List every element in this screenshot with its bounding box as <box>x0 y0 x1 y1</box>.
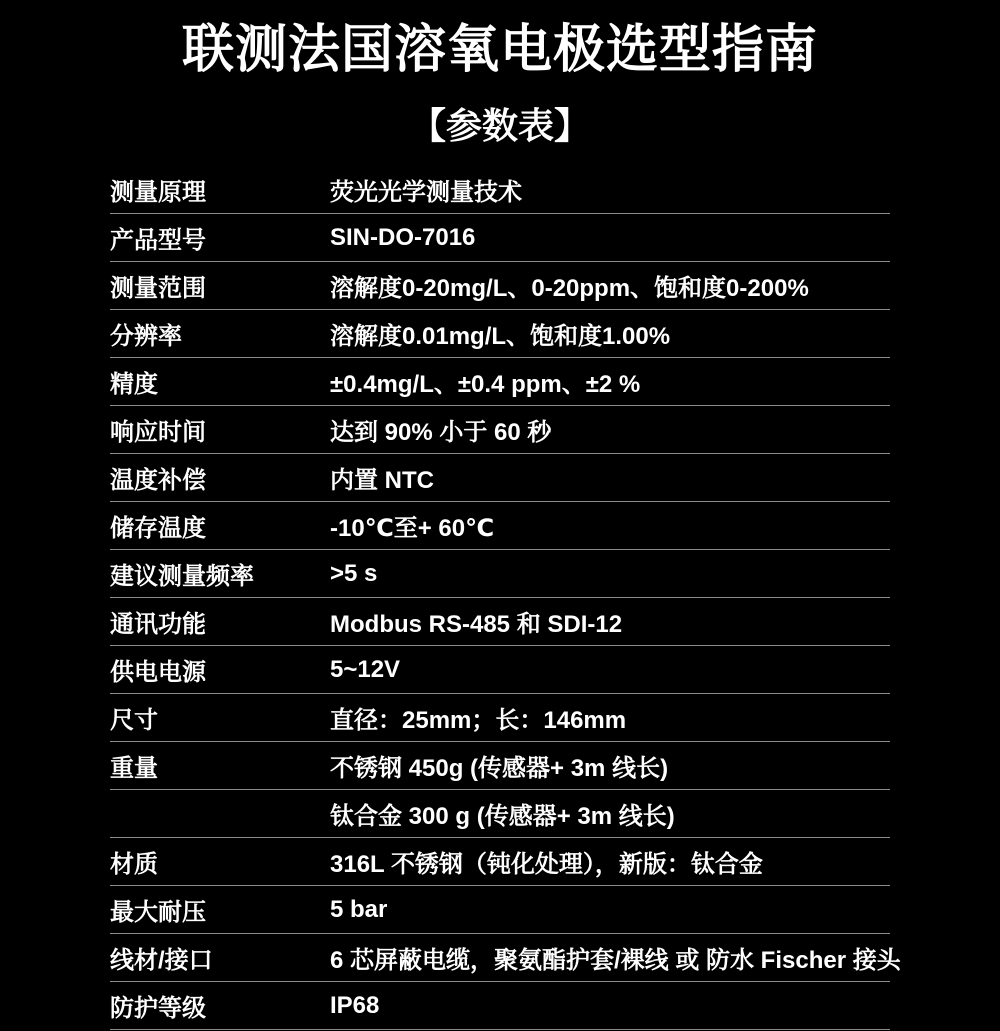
spec-value: 316L 不锈钢（钝化处理），新版：钛合金 <box>330 851 763 878</box>
table-row <box>110 358 890 406</box>
table-row <box>110 406 890 454</box>
spec-label: 防护等级 <box>110 995 206 1022</box>
spec-value: 溶解度0.01mg/L、饱和度1.00% <box>330 323 671 350</box>
spec-label: 材质 <box>110 851 158 878</box>
spec-value: -10℃至+ 60℃ <box>330 515 495 542</box>
spec-label: 线材/接口 <box>110 947 213 974</box>
spec-value: 钛合金 300 g (传感器+ 3m 线长) <box>330 803 675 830</box>
spec-value: 5 bar <box>330 895 388 923</box>
table-row <box>110 790 890 838</box>
spec-label: 产品型号 <box>110 227 206 254</box>
spec-value: 内置 NTC <box>330 467 434 494</box>
spec-table <box>110 166 901 1030</box>
table-row <box>110 886 890 934</box>
spec-label: 分辨率 <box>110 323 182 350</box>
table-row <box>110 934 901 982</box>
table-row <box>110 310 890 358</box>
spec-value: 直径：25mm；长：146mm <box>330 707 627 734</box>
table-row <box>110 550 890 598</box>
spec-label: 重量 <box>110 755 158 782</box>
table-row <box>110 598 890 646</box>
table-row <box>110 502 890 550</box>
spec-label: 最大耐压 <box>110 899 206 926</box>
spec-label: 温度补偿 <box>110 467 206 494</box>
table-row <box>110 838 890 886</box>
table-row <box>110 166 890 214</box>
spec-value: IP68 <box>330 991 380 1019</box>
spec-label: 供电电源 <box>110 659 206 686</box>
table-row <box>110 982 890 1030</box>
page-subtitle: 【参数表】 <box>409 105 590 146</box>
spec-value: 6 芯屏蔽电缆，聚氨酯护套/裸线 或 防水 Fischer 接头 <box>330 947 901 974</box>
spec-label: 建议测量频率 <box>110 563 254 590</box>
spec-label: 测量原理 <box>110 179 206 206</box>
spec-value: ±0.4mg/L、±0.4 ppm、±2 % <box>330 371 641 398</box>
table-row <box>110 646 890 694</box>
spec-label: 通讯功能 <box>110 611 206 638</box>
spec-value: 溶解度0-20mg/L、0-20ppm、饱和度0-200% <box>330 275 809 302</box>
table-row <box>110 742 890 790</box>
table-row <box>110 694 890 742</box>
page-title: 联测法国溶氧电极选型指南 <box>181 21 818 79</box>
spec-value: 5~12V <box>330 655 401 683</box>
spec-value: Modbus RS-485 和 SDI-12 <box>330 611 623 638</box>
spec-value: >5 s <box>330 559 378 587</box>
spec-label: 储存温度 <box>110 515 206 542</box>
spec-value: SIN-DO-7016 <box>330 223 476 251</box>
table-row <box>110 454 890 502</box>
spec-label: 精度 <box>110 371 158 398</box>
spec-value: 不锈钢 450g (传感器+ 3m 线长) <box>330 755 669 782</box>
spec-value: 荧光光学测量技术 <box>330 179 522 206</box>
spec-value: 达到 90% 小于 60 秒 <box>330 419 552 446</box>
spec-label: 测量范围 <box>110 275 206 302</box>
spec-label: 尺寸 <box>110 707 158 734</box>
table-row <box>110 214 890 262</box>
table-row <box>110 262 890 310</box>
spec-label: 响应时间 <box>110 419 206 446</box>
